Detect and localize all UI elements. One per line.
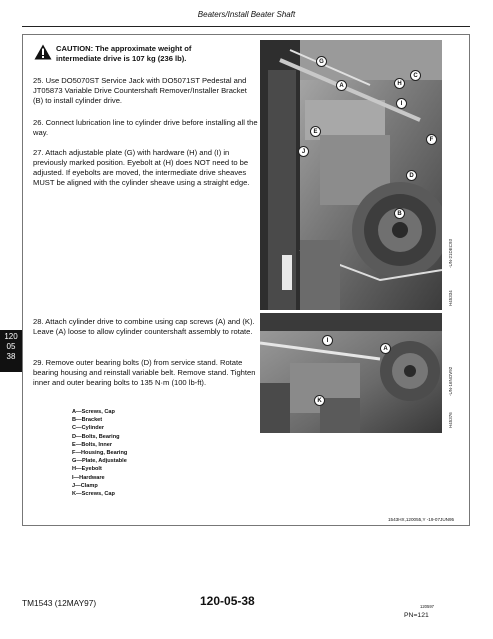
legend-item: B—Bracket bbox=[72, 417, 103, 424]
section-tab bbox=[0, 330, 22, 372]
callout-a: A bbox=[336, 80, 347, 91]
callout-c: C bbox=[410, 70, 421, 81]
footer-manual-number: TM1543 (12MAY97) bbox=[22, 598, 97, 608]
legend-item: J—Clamp bbox=[72, 482, 98, 489]
callout-k: K bbox=[314, 395, 325, 406]
footer-pn: PN=121 bbox=[404, 612, 429, 619]
callout-f: F bbox=[426, 134, 437, 145]
step-29: 29. Remove outer bearing bolts (D) from service stand. Rotate bearing housing and reinstall variable belt. Remove stand. Tighten inner and outer bearing bolts to 135 N·m (100 lb-ft). bbox=[33, 358, 256, 387]
photo2-figure-code: H45376 bbox=[448, 412, 453, 428]
section-tab-line: 05 bbox=[6, 342, 16, 351]
caution-text: CAUTION: The approximate weight of intermediate drive is 107 kg (236 lb). bbox=[56, 44, 192, 63]
parts-legend bbox=[72, 408, 127, 498]
legend-item: E—Bolts, Inner bbox=[72, 441, 113, 448]
legend-item: G—Plate, Adjustable bbox=[72, 458, 127, 465]
callout-i: I bbox=[322, 335, 333, 346]
header-rule bbox=[22, 26, 470, 27]
section-tab-line: 38 bbox=[6, 352, 16, 361]
callout-e: E bbox=[310, 126, 321, 137]
photo2-figure-date: -UN-16NOV92 bbox=[448, 366, 453, 396]
figure-reference: 1543HX,120055,Y -19-07JUN95 bbox=[388, 517, 455, 522]
footer-small-code: 120597 bbox=[420, 604, 434, 609]
photo2-illustration bbox=[260, 313, 442, 433]
step-28: 28. Attach cylinder drive to combine using cap screws (A) and (K). Leave (A) loose to allow cylinder countershaft assembly to rotate. bbox=[33, 317, 255, 336]
photo-cylinder-drive-attachment bbox=[260, 313, 442, 433]
callout-a: A bbox=[380, 343, 391, 354]
callout-j: J bbox=[298, 146, 309, 157]
callout-g: G bbox=[316, 56, 327, 67]
legend-item: F—Housing, Bearing bbox=[72, 450, 128, 457]
photo1-figure-date: -UN-21DEC93 bbox=[448, 238, 453, 268]
step-27: 27. Attach adjustable plate (G) with hardware (H) and (I) in previously marked position. Eyebolt at (H) does NOT need to be adjusted. If eyebolts are moved, the intermediate drive sheaves MUST be aligned with the cylinder sheave using a straight edge. bbox=[33, 148, 250, 187]
caution-triangle-icon bbox=[34, 44, 52, 60]
legend-item: A—Screws, Cap bbox=[72, 409, 115, 415]
legend-item: D—Bolts, Bearing bbox=[72, 433, 120, 440]
section-tab-line: 120 bbox=[4, 332, 18, 341]
callout-b: B bbox=[394, 208, 405, 219]
legend-item: K—Screws, Cap bbox=[72, 491, 115, 498]
footer-page-code: 120-05-38 bbox=[200, 594, 255, 608]
callout-i: I bbox=[396, 98, 407, 109]
legend-item: C—Cylinder bbox=[72, 425, 105, 432]
step-26: 26. Connect lubrication line to cylinder drive before installing all the way. bbox=[33, 118, 258, 137]
callout-d: D bbox=[406, 170, 417, 181]
legend-item: I—Hardware bbox=[72, 474, 105, 481]
photo1-figure-code: H45334 bbox=[448, 290, 453, 306]
callout-h: H bbox=[394, 78, 405, 89]
page-header-title: Beaters/Install Beater Shaft bbox=[197, 10, 296, 19]
legend-item: H—Eyebolt bbox=[72, 466, 102, 473]
photo-cylinder-drive-installation bbox=[260, 40, 442, 310]
step-25: 25. Use DO5070ST Service Jack with DO5071ST Pedestal and JT05873 Variable Drive Countershaft Remover/Installer Bracket (B) to install cylinder drive. bbox=[33, 76, 247, 105]
